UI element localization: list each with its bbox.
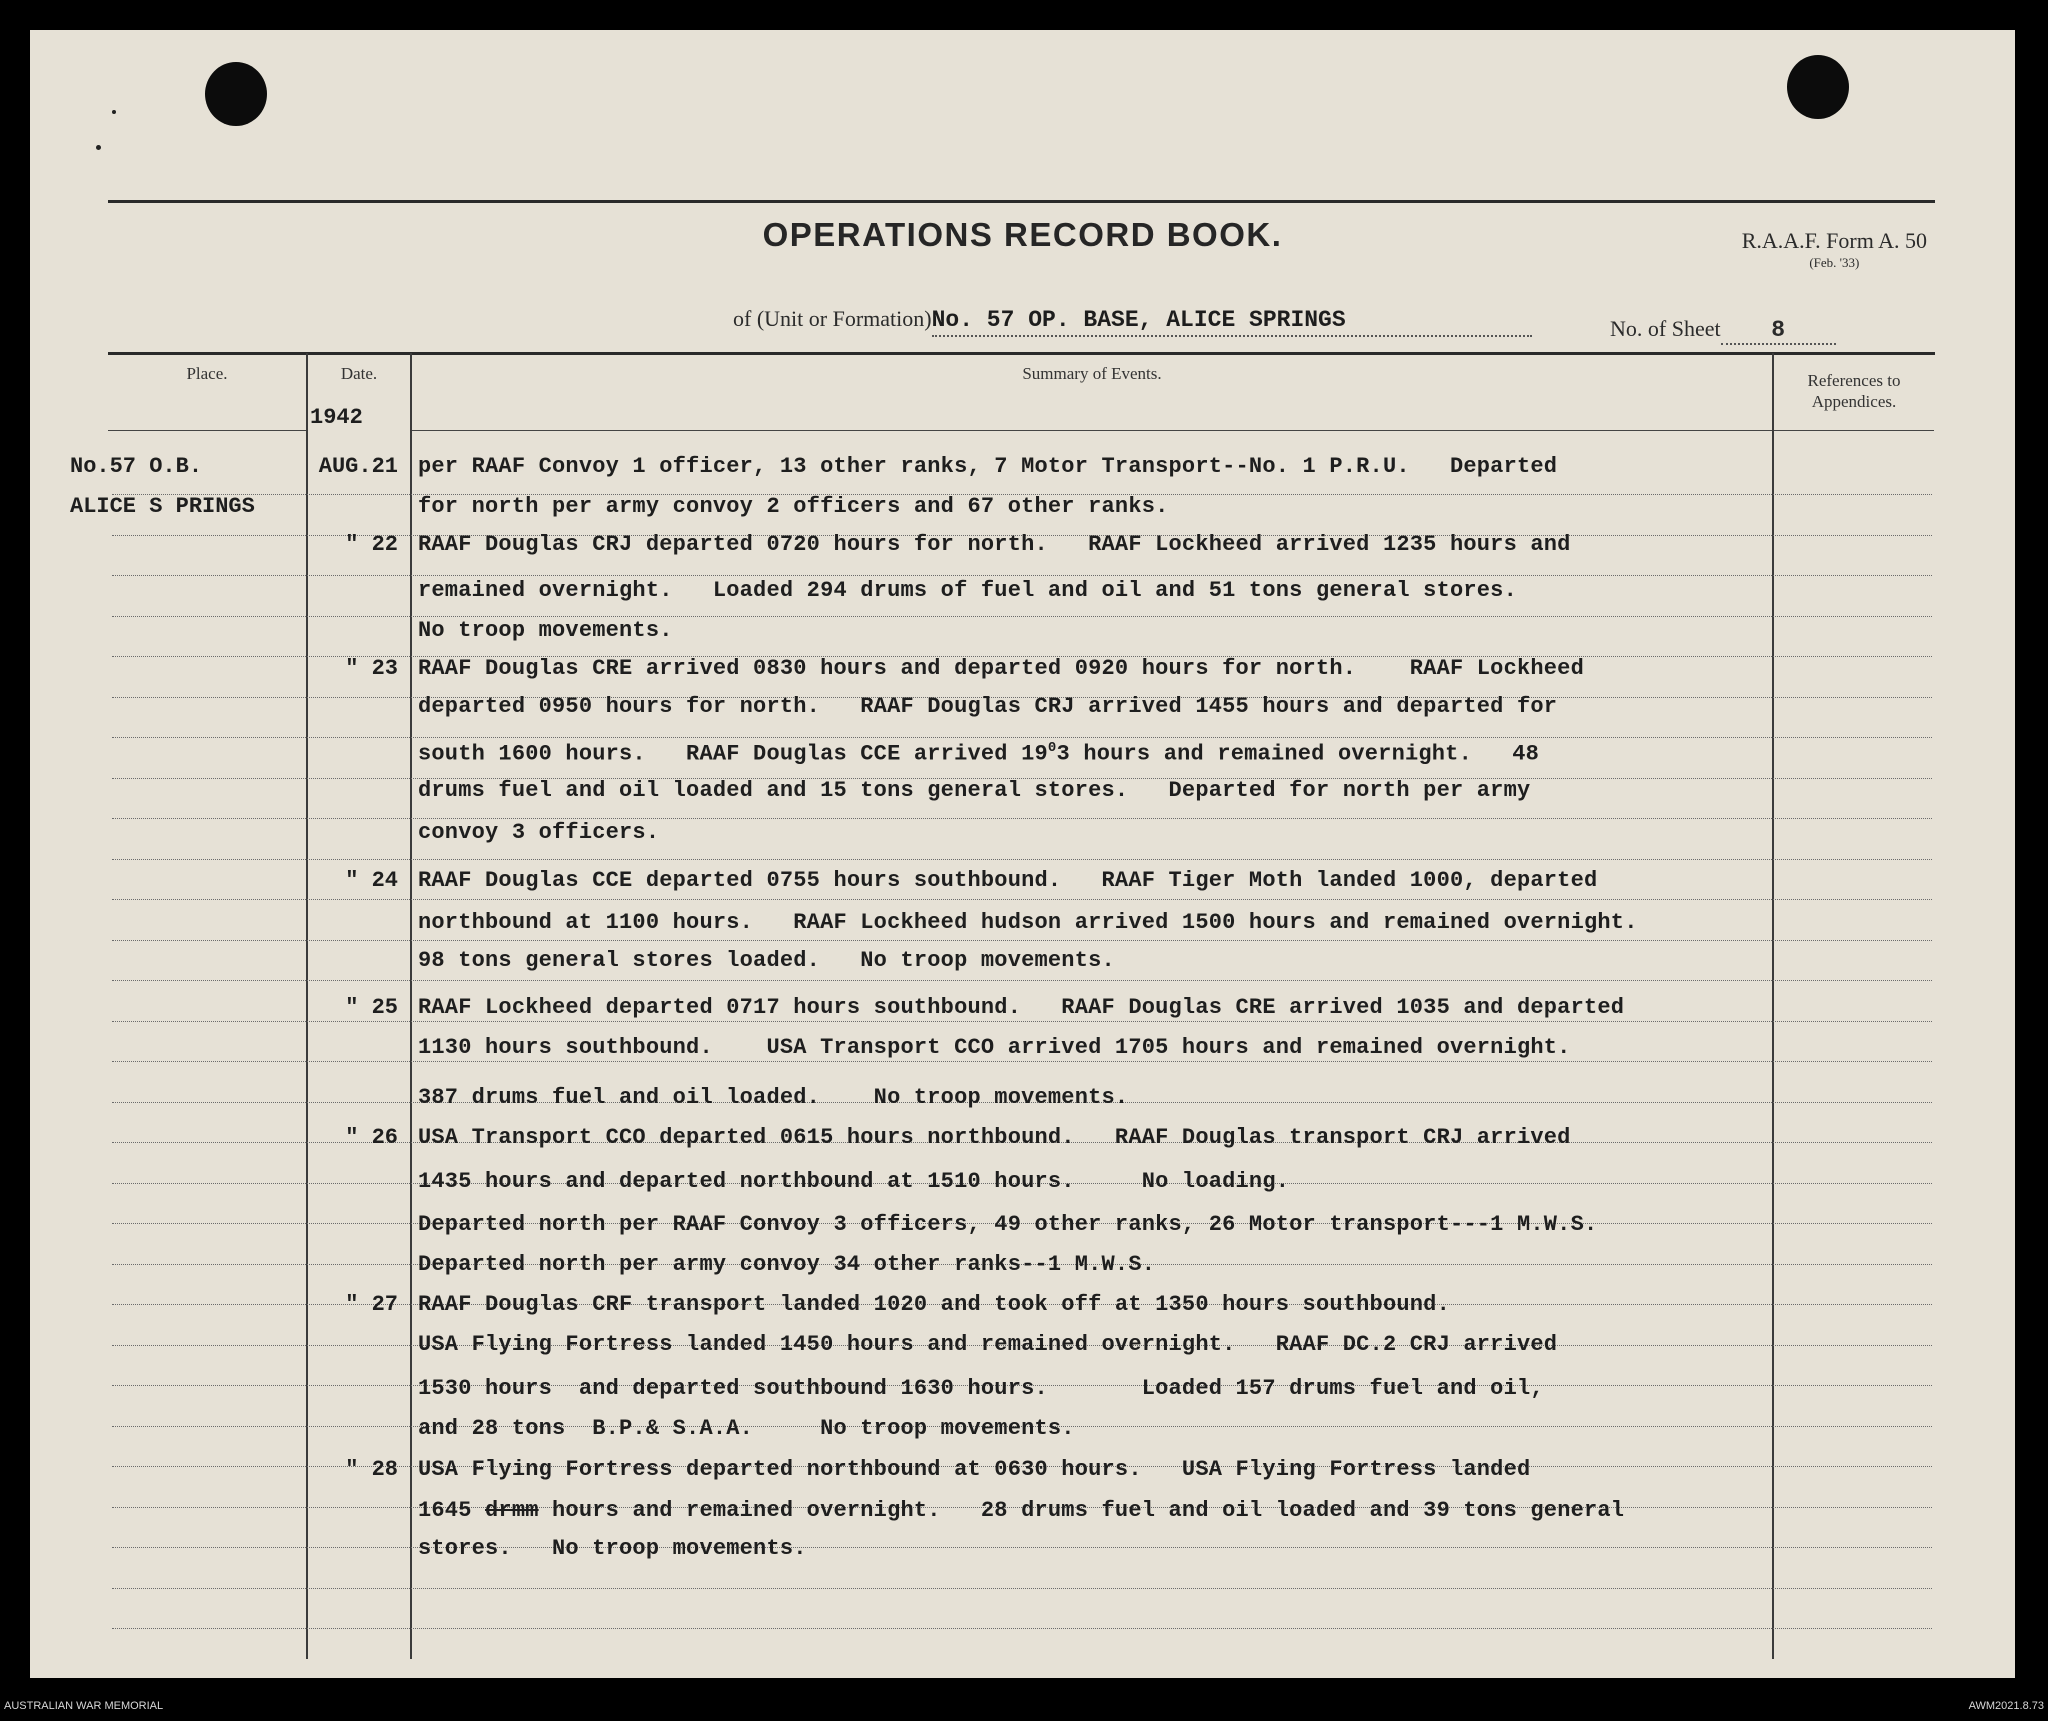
column-header-place: Place. <box>186 364 228 383</box>
ruled-line <box>112 859 1932 860</box>
unit-line <box>733 306 1532 337</box>
summary-line <box>418 740 1539 766</box>
summary-line: drums fuel and oil loaded and 15 tons general stores. Departed for north per army <box>418 778 1531 803</box>
ruled-line <box>112 980 1932 981</box>
summary-line: 1435 hours and departed northbound at 1510 hours. No loading. <box>418 1169 1290 1194</box>
ruled-line <box>112 616 1932 617</box>
form-number: R.A.A.F. Form A. 50 <box>1741 228 1927 253</box>
summary-line: Departed north per army convoy 34 other ranks--1 M.W.S. <box>418 1252 1156 1277</box>
date-26: " 26 <box>345 1125 398 1150</box>
summary-line: stores. No troop movements. <box>418 1536 807 1561</box>
column-header-references <box>1774 370 1934 412</box>
summary-line: RAAF Douglas CRF transport landed 1020 and took off at 1350 hours southbound. <box>418 1292 1450 1317</box>
summary-line: No troop movements. <box>418 618 673 643</box>
header-rule <box>412 430 1772 431</box>
footer-accession: AWM2021.8.73 <box>1968 1700 2044 1712</box>
references-line-1: References to <box>1807 371 1901 390</box>
summary-line-text: 3 hours and remained overnight. 48 <box>1056 741 1539 767</box>
date-27: " 27 <box>345 1292 398 1317</box>
summary-line: departed 0950 hours for north. RAAF Douglas CRJ arrived 1455 hours and departed for <box>418 694 1558 719</box>
summary-line: USA Flying Fortress landed 1450 hours and remained overnight. RAAF DC.2 CRJ arrived <box>418 1332 1558 1357</box>
summary-line: remained overnight. Loaded 294 drums of fuel and oil and 51 tons general stores. <box>418 578 1517 603</box>
references-line-2: Appendices. <box>1811 392 1897 411</box>
header-rule <box>108 430 306 431</box>
form-identifier <box>1742 228 1927 271</box>
header-rule <box>1774 430 1934 431</box>
ruled-line <box>112 1061 1932 1062</box>
place-line-2: ALICE S PRINGS <box>70 494 255 519</box>
ruled-line <box>112 575 1932 576</box>
column-header-date: Date. <box>340 364 378 383</box>
ink-speck <box>96 145 101 150</box>
unit-label: of (Unit or Formation) <box>733 306 932 331</box>
date-28: " 28 <box>345 1457 398 1482</box>
sheet-number-line <box>1610 316 1836 345</box>
date-aug-21: AUG.21 <box>318 454 398 479</box>
punch-hole-right <box>1787 55 1849 119</box>
ruled-line <box>112 818 1932 819</box>
summary-line-text: south 1600 hours. RAAF Douglas CCE arrived 19 <box>418 741 1048 767</box>
year: 1942 <box>310 405 363 430</box>
footer-credit: AUSTRALIAN WAR MEMORIAL <box>4 1700 164 1712</box>
summary-line-text: 1645 <box>418 1498 486 1523</box>
struck-out-text: drmm <box>485 1498 539 1523</box>
summary-line <box>418 1498 1624 1523</box>
summary-line: 98 tons general stores loaded. No troop movements. <box>418 948 1115 973</box>
unit-value: No. 57 OP. BASE, ALICE SPRINGS <box>932 307 1532 337</box>
page-title: OPERATIONS RECORD BOOK. <box>762 216 1283 253</box>
ruled-line <box>112 899 1932 900</box>
summary-line: and 28 tons B.P.& S.A.A. No troop movements. <box>418 1416 1075 1441</box>
ruled-line <box>112 940 1932 941</box>
ink-speck <box>112 110 116 114</box>
summary-line: convoy 3 officers. <box>418 820 660 845</box>
ruled-line <box>112 1547 1932 1548</box>
sheet-value: 8 <box>1721 317 1836 345</box>
ruled-line <box>112 737 1932 738</box>
column-header-summary: Summary of Events. <box>1022 364 1162 383</box>
summary-line: RAAF Douglas CRE arrived 0830 hours and departed 0920 hours for north. RAAF Lockheed <box>418 656 1584 681</box>
date-22: " 22 <box>345 532 398 557</box>
summary-line: northbound at 1100 hours. RAAF Lockheed hudson arrived 1500 hours and remained overnight. <box>418 910 1638 935</box>
summary-line: RAAF Douglas CCE departed 0755 hours southbound. RAAF Tiger Moth landed 1000, departed <box>418 868 1598 893</box>
date-25: " 25 <box>345 995 398 1020</box>
summary-line: for north per army convoy 2 officers and 67 other ranks. <box>418 494 1169 519</box>
ruled-line <box>112 1021 1932 1022</box>
record-sheet <box>30 30 2015 1678</box>
summary-line: RAAF Douglas CRJ departed 0720 hours for north. RAAF Lockheed arrived 1235 hours and <box>418 532 1571 557</box>
ruled-line <box>112 1628 1932 1629</box>
summary-line: RAAF Lockheed departed 0717 hours southbound. RAAF Douglas CRE arrived 1035 and departed <box>418 995 1625 1020</box>
superscript-digit: 0 <box>1047 740 1057 756</box>
punch-hole-left <box>205 62 267 126</box>
summary-line: Departed north per RAAF Convoy 3 officers, 49 other ranks, 26 Motor transport---1 M.W.S. <box>418 1212 1598 1237</box>
table-top-rule <box>108 352 1935 355</box>
sheet-label: No. of Sheet <box>1610 316 1721 341</box>
ruled-line <box>112 1588 1932 1589</box>
summary-line: 387 drums fuel and oil loaded. No troop movements. <box>418 1085 1129 1110</box>
summary-line-text: hours and remained overnight. 28 drums fuel and oil loaded and 39 tons general <box>538 1498 1625 1523</box>
place-line-1: No.57 O.B. <box>70 454 203 479</box>
summary-line: 1530 hours and departed southbound 1630 hours. Loaded 157 drums fuel and oil, <box>418 1376 1544 1401</box>
summary-line: USA Flying Fortress departed northbound at 0630 hours. USA Flying Fortress landed <box>418 1457 1531 1482</box>
summary-line: 1130 hours southbound. USA Transport CCO arrived 1705 hours and remained overnight. <box>418 1035 1571 1060</box>
date-24: " 24 <box>345 868 398 893</box>
summary-line: USA Transport CCO departed 0615 hours northbound. RAAF Douglas transport CRJ arrived <box>418 1125 1571 1150</box>
summary-line: per RAAF Convoy 1 officer, 13 other ranks, 7 Motor Transport--No. 1 P.R.U. Departed <box>418 454 1558 479</box>
top-rule <box>108 200 1935 203</box>
date-23: " 23 <box>345 656 398 681</box>
form-date: (Feb. '33) <box>1809 255 1860 270</box>
